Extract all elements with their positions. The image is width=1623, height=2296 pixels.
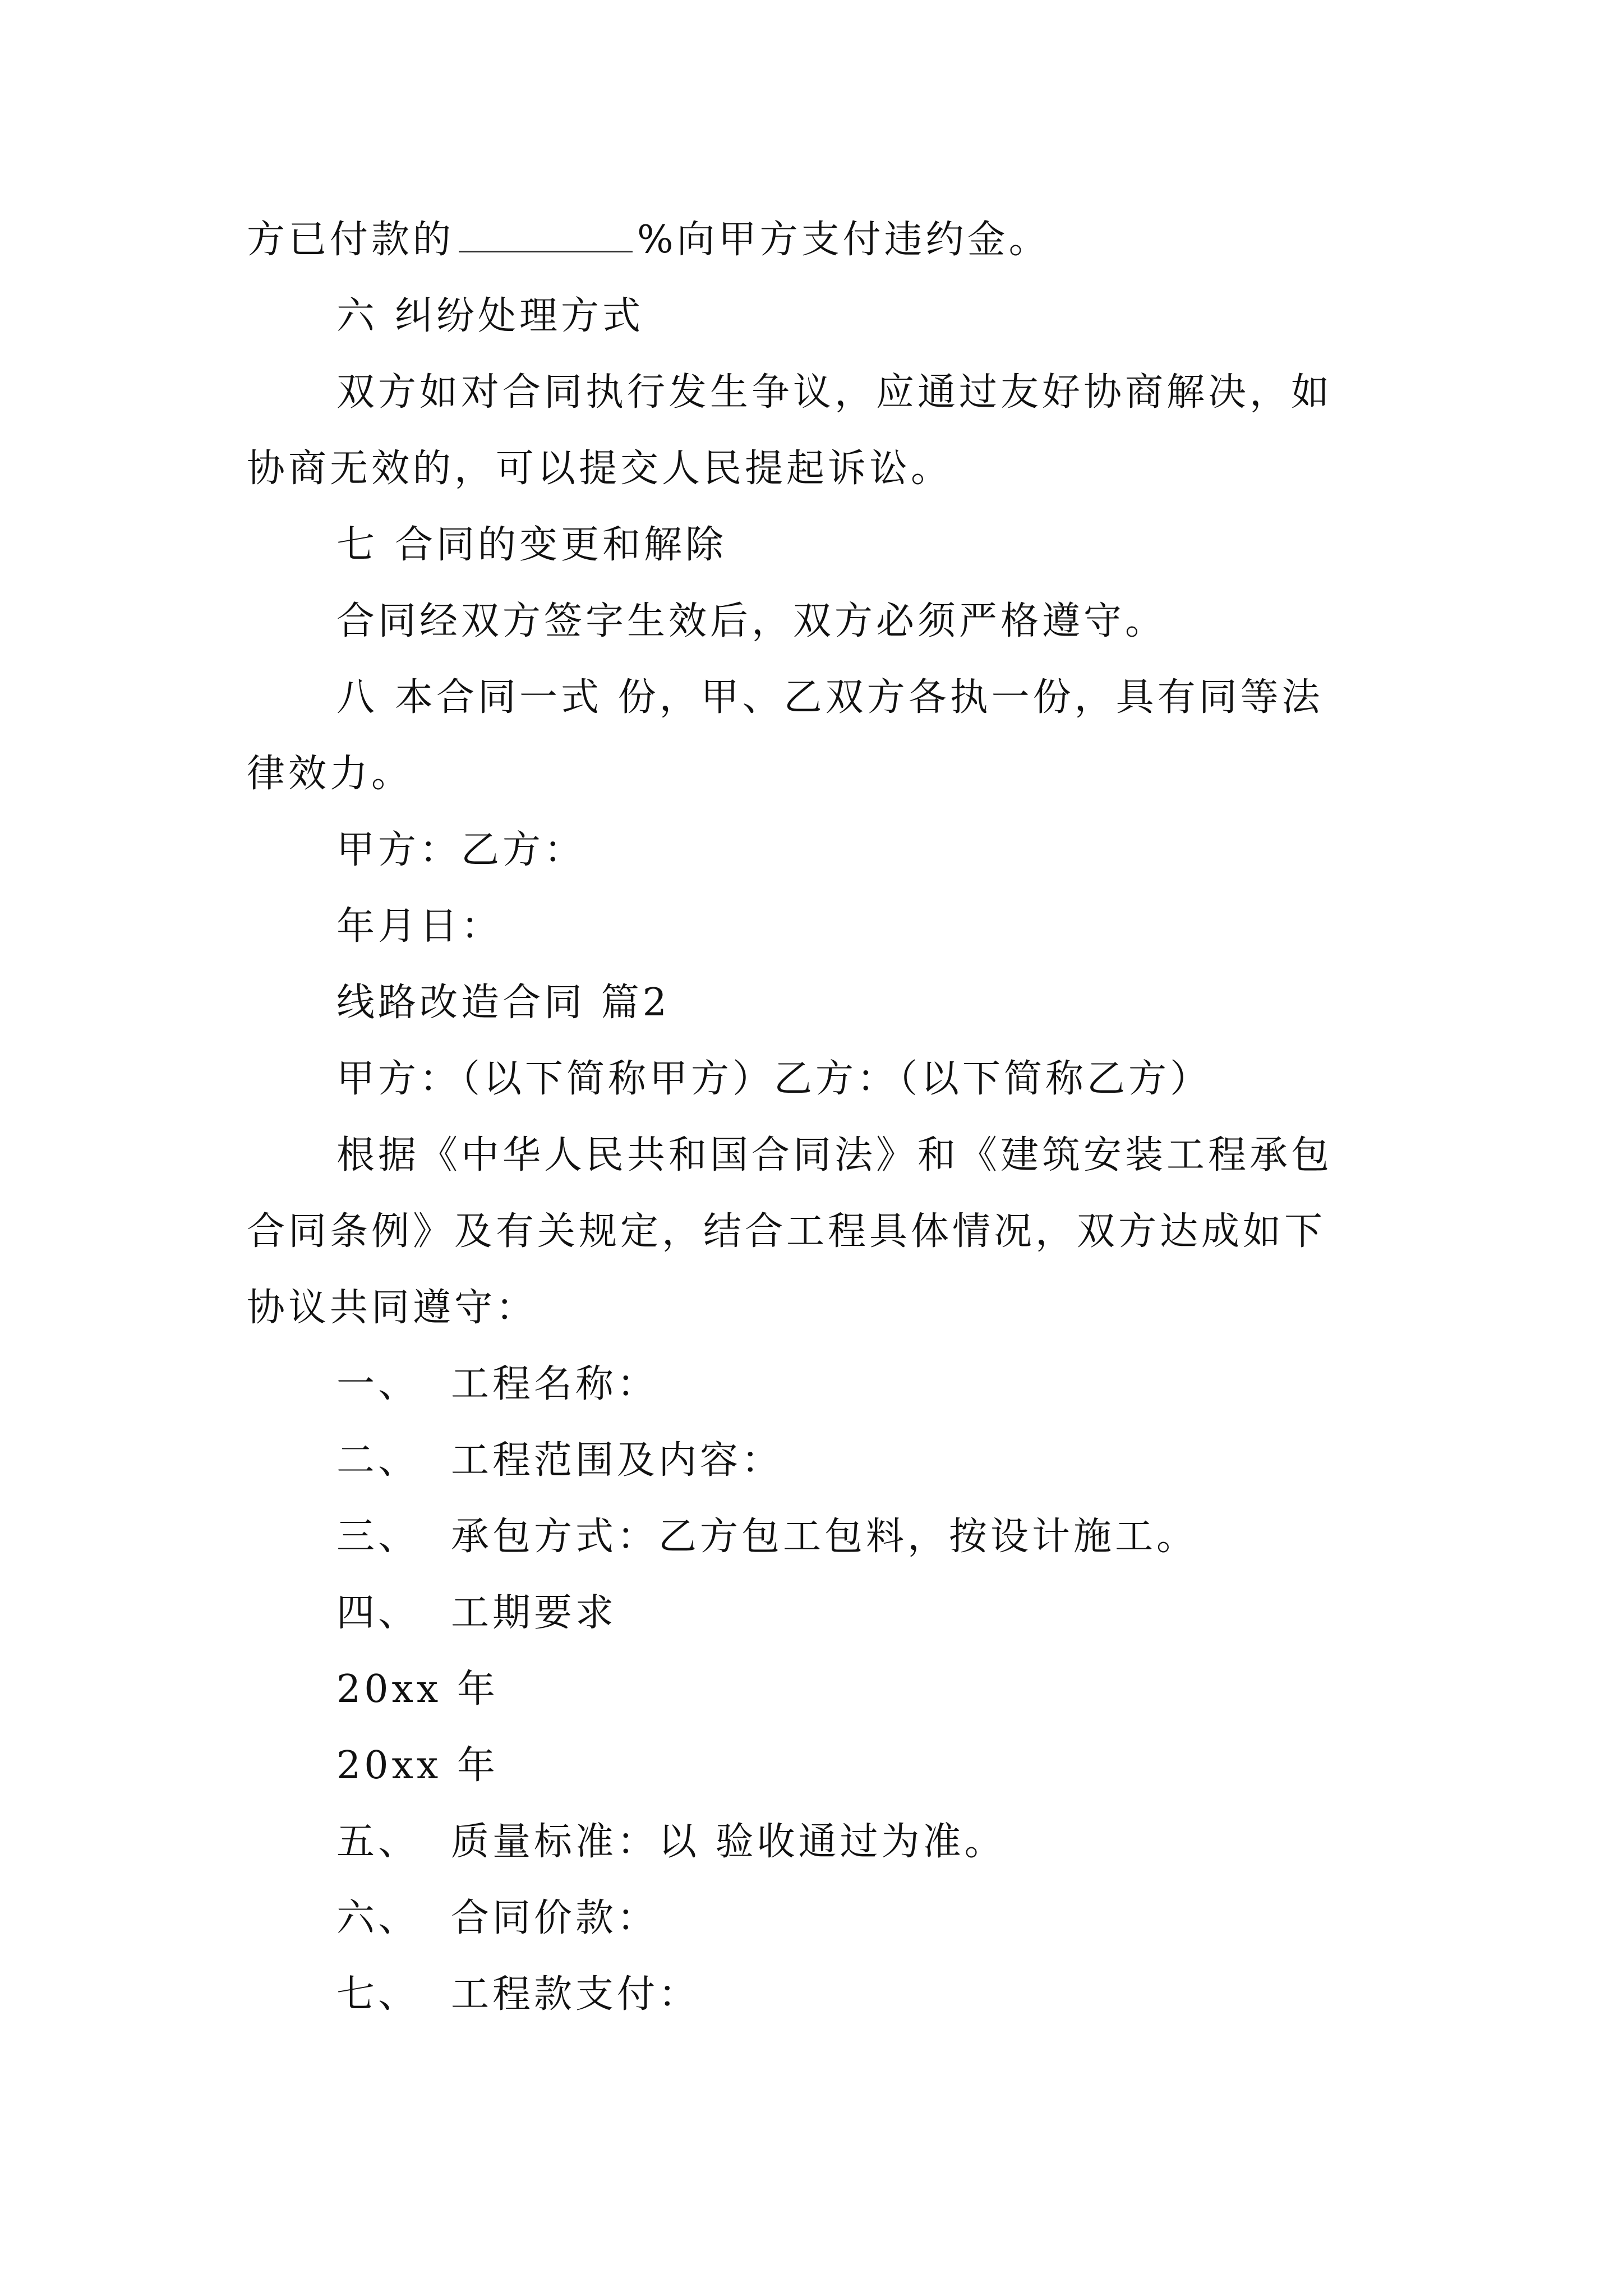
line-text: 线路改造合同 篇2 [336,981,670,1025]
line-text: 根据《中华人民共和国合同法》和《建筑安装工程承包 [336,1133,1333,1177]
line-text: 20xx 年 [336,1667,499,1711]
fill-in-blank [459,219,633,252]
section-heading [247,507,1391,583]
clause-number: 三、 [336,1515,420,1559]
line-text: %向甲方支付违约金。 [637,218,1050,262]
paragraph-line [247,736,1391,812]
section-heading [247,278,1391,355]
section-title: 纠纷处理方式 [395,294,644,338]
clause-item [247,1804,1391,1880]
clause-text: 工程范围及内容： [451,1438,783,1483]
section-title: 合同的变更和解除 [395,523,727,567]
paragraph-line [247,583,1391,660]
document-title [247,965,1391,1041]
line-text: 合同经双方签字生效后，双方必须严格遵守。 [336,599,1167,643]
clause-number: 六、 [336,1896,420,1940]
clause-number: 四、 [336,1591,420,1635]
clause-number: 七、 [336,1972,420,2017]
clause-item [247,1957,1391,2033]
document-body [247,202,1391,2033]
line-text: 律效力。 [247,752,413,796]
line-text: 协商无效的，可以提交人民提起诉讼。 [247,447,953,491]
clause-item [247,1423,1391,1499]
clause-item [247,1499,1391,1575]
line-text: 年月日： [336,904,503,949]
line-text: 甲方：乙方： [336,828,586,872]
signature-line [247,812,1391,889]
section-number: 七 [336,523,379,567]
paragraph-line [247,1117,1391,1194]
paragraph-line [247,1651,1391,1728]
clause-text: 工程名称： [451,1362,659,1406]
clause-number: 一、 [336,1362,420,1406]
clause-text: 承包方式：乙方包工包料，按设计施工。 [451,1515,1198,1559]
section-heading [247,660,1391,736]
paragraph-line [247,431,1391,507]
line-text: 20xx 年 [336,1743,499,1788]
section-title: 本合同一式 份，甲、乙双方各执一份，具有同等法 [395,675,1324,720]
paragraph-line [247,1270,1391,1346]
clause-number: 五、 [336,1820,420,1864]
clause-text: 合同价款： [451,1896,659,1940]
paragraph-line [247,1728,1391,1804]
section-number: 六 [336,294,379,338]
section-number: 八 [336,675,379,720]
paragraph-line [247,1194,1391,1270]
line-text: 协议共同遵守： [247,1286,538,1330]
clause-number: 二、 [336,1438,420,1483]
clause-text: 质量标准：以 验收通过为准。 [451,1820,1006,1864]
line-text: 合同条例》及有关规定，结合工程具体情况，双方达成如下 [247,1209,1326,1254]
clause-text: 工程款支付： [451,1972,700,2017]
clause-text: 工期要求 [451,1591,617,1635]
line-text: 双方如对合同执行发生争议，应通过友好协商解决，如 [336,370,1333,415]
date-line [247,889,1391,965]
paragraph-line [247,202,1391,278]
clause-item [247,1880,1391,1957]
line-text: 方已付款的 [247,218,455,262]
line-text: 甲方：（以下简称甲方）乙方：（以下简称乙方） [336,1057,1212,1101]
parties-line [247,1041,1391,1117]
clause-item [247,1575,1391,1651]
paragraph-line [247,355,1391,431]
clause-item [247,1346,1391,1423]
